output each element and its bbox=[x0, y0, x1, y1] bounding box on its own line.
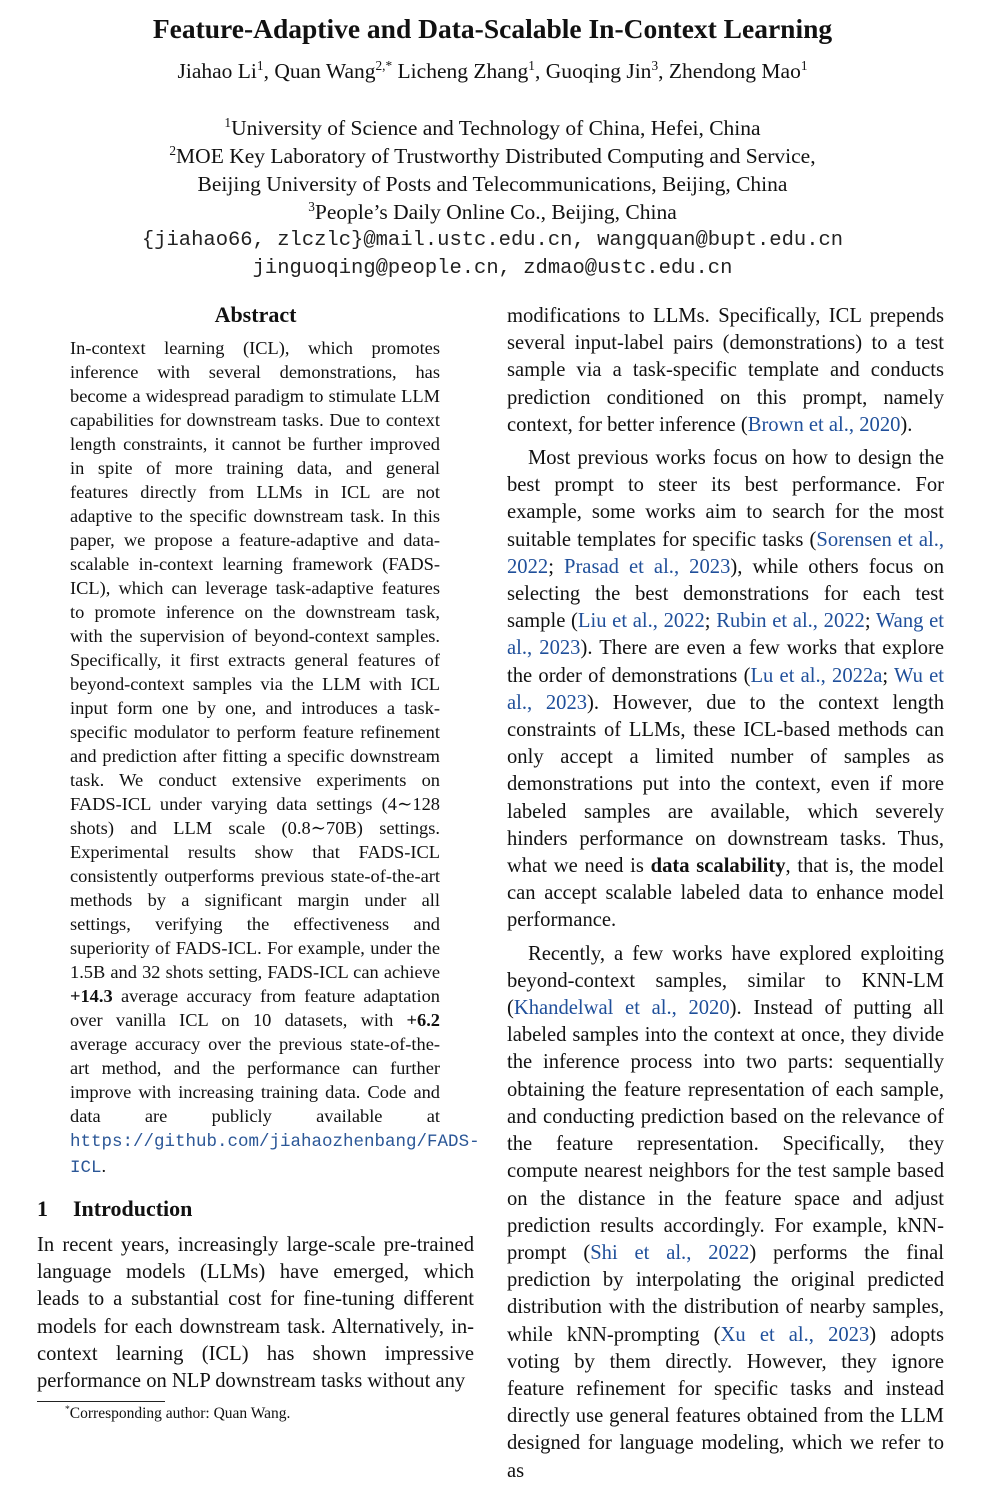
paragraph bbox=[507, 941, 944, 1485]
abstract-text: average accuracy over the previous state-of-the-art method, and the performance can further improve with increasing training data. Code and data are publicly available at bbox=[70, 1034, 440, 1126]
text: Recently, a few works have explored exploiting beyond-context samples, similar to KNN-LM ( bbox=[507, 942, 944, 1020]
introduction-body-left bbox=[37, 1232, 474, 1395]
text: ; bbox=[864, 610, 876, 633]
affiliation-text: MOE Key Laboratory of Trustworthy Distributed Computing and Service, bbox=[176, 144, 816, 168]
footnote-rule bbox=[37, 1401, 165, 1402]
text: ). There are even a few works that explore the order of demonstrations ( bbox=[507, 637, 944, 687]
author-name: Guoqing Jin bbox=[545, 59, 652, 83]
author-name: Jiahao Li bbox=[177, 59, 257, 83]
affiliation-1 bbox=[0, 114, 985, 142]
author-name: Licheng Zhang bbox=[397, 59, 529, 83]
section-title: Introduction bbox=[73, 1196, 193, 1221]
citation-link[interactable]: Wu et al., 2023 bbox=[507, 664, 944, 714]
affiliations bbox=[0, 114, 985, 226]
affiliation-text: People’s Daily Online Co., Beijing, China bbox=[314, 200, 677, 224]
paragraph bbox=[507, 445, 944, 935]
section-heading-introduction bbox=[37, 1194, 474, 1224]
affiliation-mark: 1 bbox=[256, 57, 264, 73]
citation-link[interactable]: Prasad et al., 2023 bbox=[564, 555, 731, 578]
text: ), while others focus on selecting the best demonstrations for each test sample ( bbox=[507, 555, 944, 633]
text: ). Instead of putting all labeled samples into the context at once, they divide the inference process into two parts: sequentially obtaining the feature representation of each sample, and conducting prediction based on the relevance of the feature representation. Specifically, they compute nearest neighbors for the test sample based on the distance in the feature space and adjust prediction results accordingly. For example, kNN-prompt ( bbox=[507, 997, 944, 1264]
section-number: 1 bbox=[37, 1196, 48, 1221]
author bbox=[546, 59, 669, 83]
abstract-highlight: +6.2 bbox=[406, 1010, 440, 1030]
citation-link[interactable]: Brown et al., 2020 bbox=[747, 413, 901, 436]
citation-link[interactable]: Liu et al., 2022 bbox=[577, 610, 705, 633]
abstract-highlight: +14.3 bbox=[70, 986, 113, 1006]
abstract-text: average accuracy from feature adaptation over vanilla ICL on 10 datasets, with bbox=[70, 986, 440, 1030]
citation-link[interactable]: Wang et al., 2023 bbox=[507, 610, 944, 660]
affiliation-mark: 1 bbox=[224, 114, 232, 130]
author-emails bbox=[0, 227, 985, 283]
introduction-body-right bbox=[507, 303, 944, 1485]
text: ; bbox=[548, 555, 564, 578]
affiliation-2 bbox=[0, 142, 985, 170]
abstract-text: In-context learning (ICL), which promotes inference with several demonstrations, has become a widespread paradigm to stimulate LLM capabilities for downstream tasks. Due to context length constraints, it cannot be further improved in spite of more training data, and general features directly from LLMs in ICL are not adaptive to the specific downstream task. In this paper, we propose a feature-adaptive and data-scalable in-context learning framework (FADS-ICL), which can leverage task-adaptive features to promote inference on the downstream task, with the supervision of beyond-context samples. Specifically, it first extracts general features of beyond-context samples via the LLM with ICL input form one by one, and introduces a task-specific modulator to perform feature refinement and prediction after fitting a specific downstream task. We conduct extensive experiments on FADS-ICL under varying data settings (4∼128 shots) and LLM scale (0.8∼70B) settings. Experimental results show that FADS-ICL consistently outperforms previous state-of-the-art methods by a significant margin under all settings, verifying the effectiveness and superiority of FADS-ICL. For example, under the 1.5B and 32 shots setting, FADS-ICL can achieve bbox=[70, 338, 440, 982]
affiliation-mark: 3 bbox=[651, 57, 659, 73]
affiliation-mark: 1 bbox=[528, 57, 535, 73]
abstract-text: . bbox=[101, 1156, 107, 1176]
author-separator: , bbox=[263, 59, 275, 83]
right-column bbox=[507, 303, 944, 1485]
abstract-heading: Abstract bbox=[214, 302, 297, 327]
text: ) performs the final prediction by interpolating the original predicted distribution with the distribution of nearby samples, while kNN-prompting ( bbox=[507, 1241, 944, 1346]
text: ). However, due to the context length constraints of LLMs, these ICL-based methods can only accept a limited number of samples as demonstrations put into the context, even if more labeled samples are available, which severely hinders performance on downstream tasks. Thus, what we need is bbox=[507, 691, 944, 878]
affiliation-mark: 1 bbox=[800, 57, 808, 73]
citation-link[interactable]: Lu et al., 2022a bbox=[750, 664, 883, 687]
affiliation-text: University of Science and Technology of China, Hefei, China bbox=[231, 116, 761, 140]
citation-link[interactable]: Sorensen et al., 2022 bbox=[507, 528, 944, 578]
author bbox=[177, 59, 274, 83]
affiliation-3 bbox=[0, 198, 985, 226]
author-list bbox=[0, 56, 985, 86]
citation-link[interactable]: Xu et al., 2023 bbox=[720, 1323, 870, 1346]
paper-title: Feature-Adaptive and Data-Scalable In-Context Learning bbox=[152, 13, 833, 44]
text: ; bbox=[704, 610, 717, 633]
text: modifications to LLMs. Specifically, ICL prepends several input-label pairs (demonstrations) to a test sample via a task-specific template and conducts prediction conditioned on this prompt, namely context, for better inference ( bbox=[507, 305, 944, 436]
text: , that is, the model can accept scalable labeled data to enhance model performance. bbox=[507, 855, 945, 932]
citation-link[interactable]: Rubin et al., 2022 bbox=[716, 610, 865, 633]
email-line-1: {jiahao66, zlczlc}@mail.ustc.edu.cn, wangquan@bupt.edu.cn bbox=[141, 229, 844, 252]
affiliation-mark: 2 bbox=[169, 142, 177, 158]
affiliation-mark: 3 bbox=[308, 198, 315, 214]
text: ) adopts voting by them directly. However, they ignore feature refinement for specific tasks and instead directly use general features obtained from the LLM designed for language modeling, which we refer to as bbox=[507, 1323, 944, 1482]
abstract-body bbox=[70, 336, 480, 1180]
citation-link[interactable]: Shi et al., 2022 bbox=[590, 1241, 750, 1264]
author-separator: , bbox=[534, 59, 546, 83]
affiliation-mark: 2,* bbox=[375, 57, 393, 73]
author-name: Quan Wang bbox=[274, 59, 376, 83]
paragraph bbox=[507, 303, 944, 439]
author bbox=[398, 59, 546, 83]
code-url-link[interactable]: https://github.com/jiahaozhenbang/FADS-ICL bbox=[70, 1132, 480, 1178]
affiliation-2-line-2: Beijing University of Posts and Telecommunications, Beijing, China bbox=[197, 172, 788, 196]
email-line-2: jinguoqing@people.cn, zdmao@ustc.edu.cn bbox=[252, 257, 733, 280]
footnote bbox=[65, 1404, 290, 1424]
author-name: Zhendong Mao bbox=[668, 59, 801, 83]
emphasis: data scalability bbox=[650, 855, 786, 878]
left-column bbox=[37, 300, 480, 1395]
footnote-text: Corresponding author: Quan Wang. bbox=[69, 1405, 291, 1422]
text: Most previous works focus on how to design the best prompt to steer its best performance. For example, some works aim to search for the most suitable templates for specific tasks ( bbox=[507, 447, 944, 551]
footnote-mark: * bbox=[65, 1403, 70, 1415]
author bbox=[274, 59, 397, 83]
author-separator: , bbox=[658, 59, 669, 83]
text: ). bbox=[900, 413, 913, 436]
author bbox=[669, 59, 808, 83]
paragraph: In recent years, increasingly large-scale pre-trained language models (LLMs) have emerged, which leads to a substantial cost for fine-tuning different models for each downstream task. Alternatively, in-context learning (ICL) has shown impressive performance on NLP downstream tasks without any bbox=[37, 1234, 474, 1393]
citation-link[interactable]: Khandelwal et al., 2020 bbox=[513, 997, 730, 1020]
text: ; bbox=[882, 664, 894, 687]
